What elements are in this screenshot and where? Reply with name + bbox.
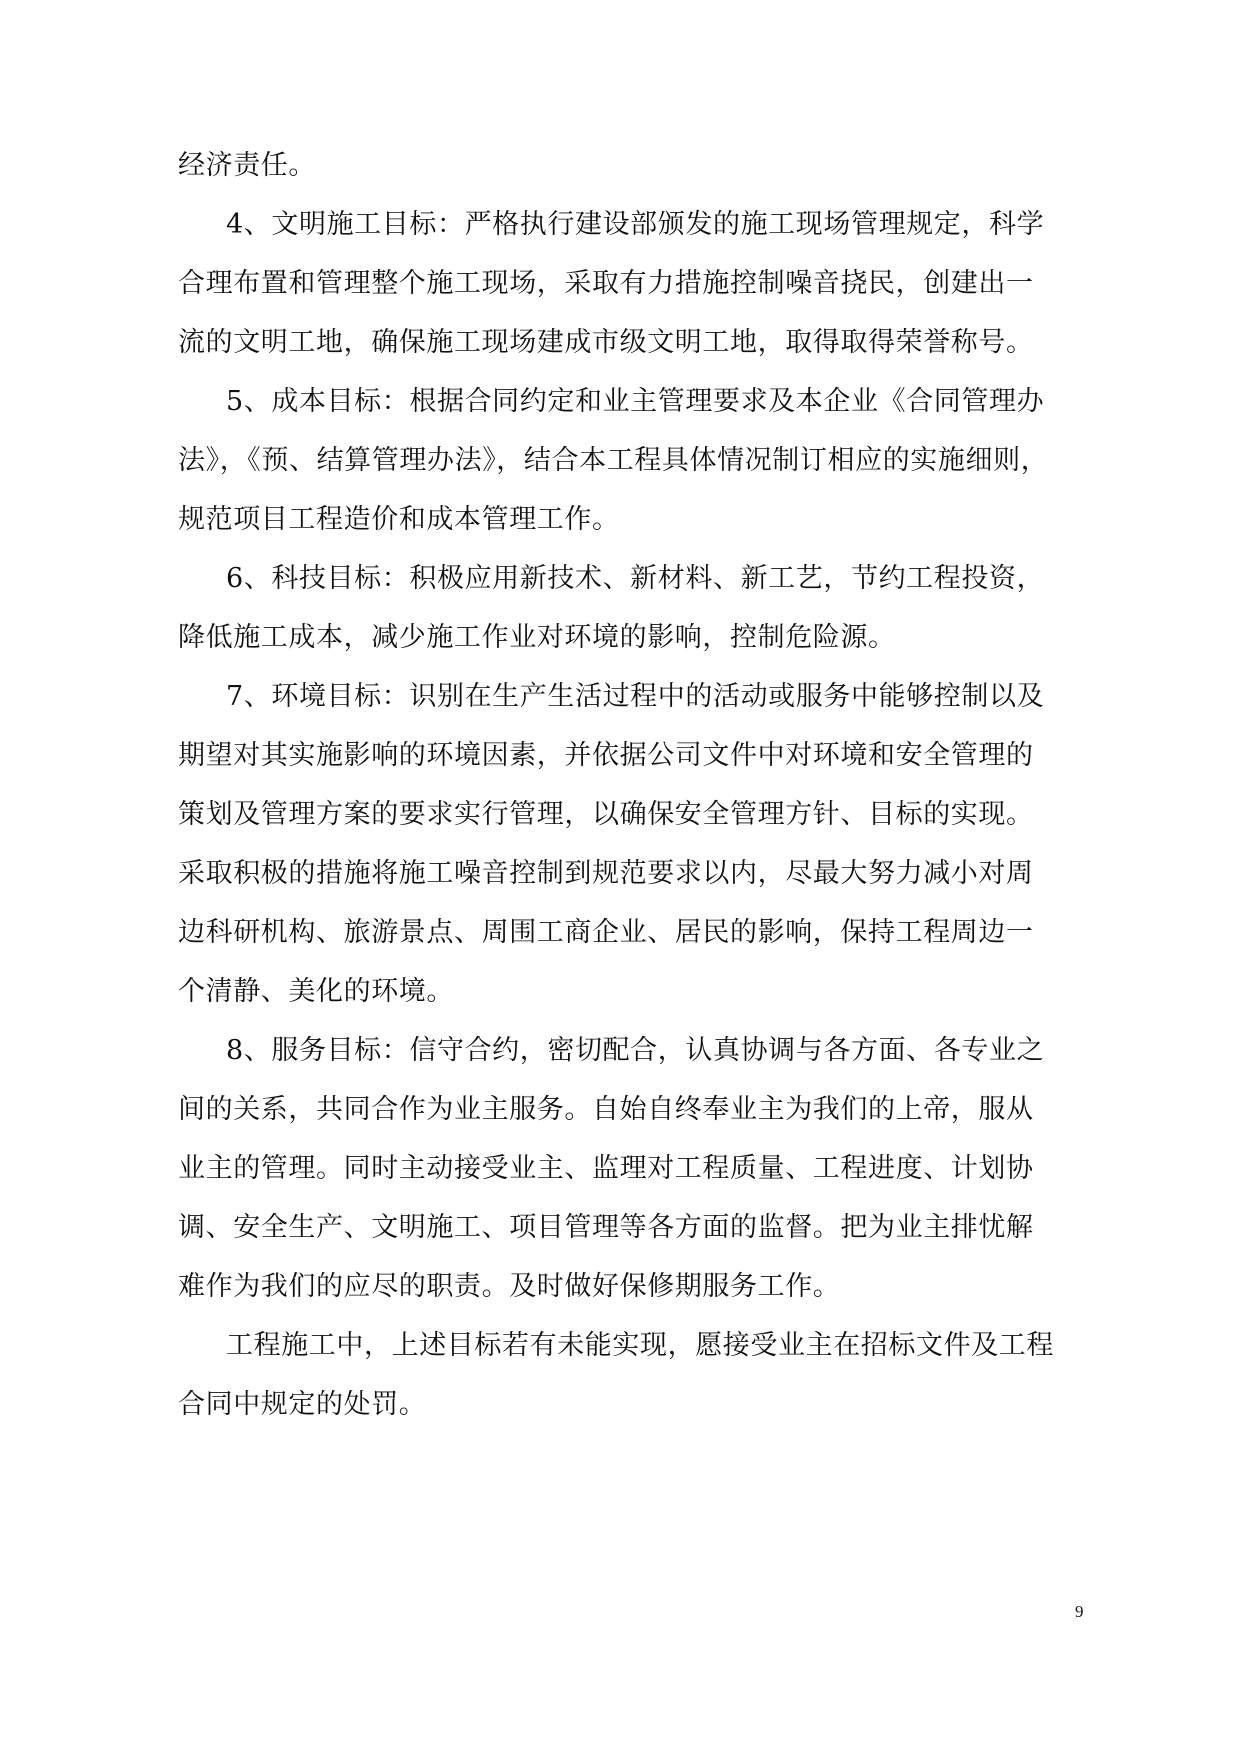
text-line: 合理布置和管理整个施工现场，采取有力措施控制噪音挠民，创建出一 [178,268,1034,299]
text-line: 调、安全生产、文明施工、项目管理等各方面的监督。把为业主排忧解 [178,1212,1034,1243]
text-line: 工程施工中，上述目标若有未能实现，愿接受业主在招标文件及工程 [226,1330,1054,1361]
text-line: 4、文明施工目标：严格执行建设部颁发的施工现场管理规定，科学 [226,209,1045,240]
text-line: 边科研机构、旅游景点、周围工商企业、居民的影响，保持工程周边一 [178,917,1034,948]
text-line: 合同中规定的处罚。 [178,1389,427,1420]
text-line: 6、科技目标：积极应用新技术、新材料、新工艺，节约工程投资， [226,563,1045,594]
page-number: 9 [1075,1602,1084,1621]
text-line: 业主的管理。同时主动接受业主、监理对工程质量、工程进度、计划协 [178,1153,1034,1184]
text-line: 法》，《预、结算管理办法》，结合本工程具体情况制订相应的实施细则， [178,445,1049,476]
text-line: 个清静、美化的环境。 [178,976,454,1007]
text-line: 期望对其实施影响的环境因素，并依据公司文件中对环境和安全管理的 [178,740,1034,771]
text-line: 难作为我们的应尽的职责。及时做好保修期服务工作。 [178,1271,841,1302]
text-line: 流的文明工地，确保施工现场建成市级文明工地，取得取得荣誉称号。 [178,327,1034,358]
text-line: 5、成本目标：根据合同约定和业主管理要求及本企业《合同管理办 [226,386,1045,417]
text-line: 7、环境目标：识别在生产生活过程中的活动或服务中能够控制以及 [226,681,1045,712]
text-line: 8、服务目标：信守合约，密切配合，认真协调与各方面、各专业之 [226,1035,1045,1066]
text-line: 规范项目工程造价和成本管理工作。 [178,504,620,535]
text-line: 采取积极的措施将施工噪音控制到规范要求以内，尽最大努力减小对周 [178,858,1034,889]
text-line: 经济责任。 [178,150,316,181]
text-line: 降低施工成本，减少施工作业对环境的影响，控制危险源。 [178,622,896,653]
text-line: 间的关系，共同合作为业主服务。自始自终奉业主为我们的上帝，服从 [178,1094,1034,1125]
text-line: 策划及管理方案的要求实行管理，以确保安全管理方针、目标的实现。 [178,799,1034,830]
